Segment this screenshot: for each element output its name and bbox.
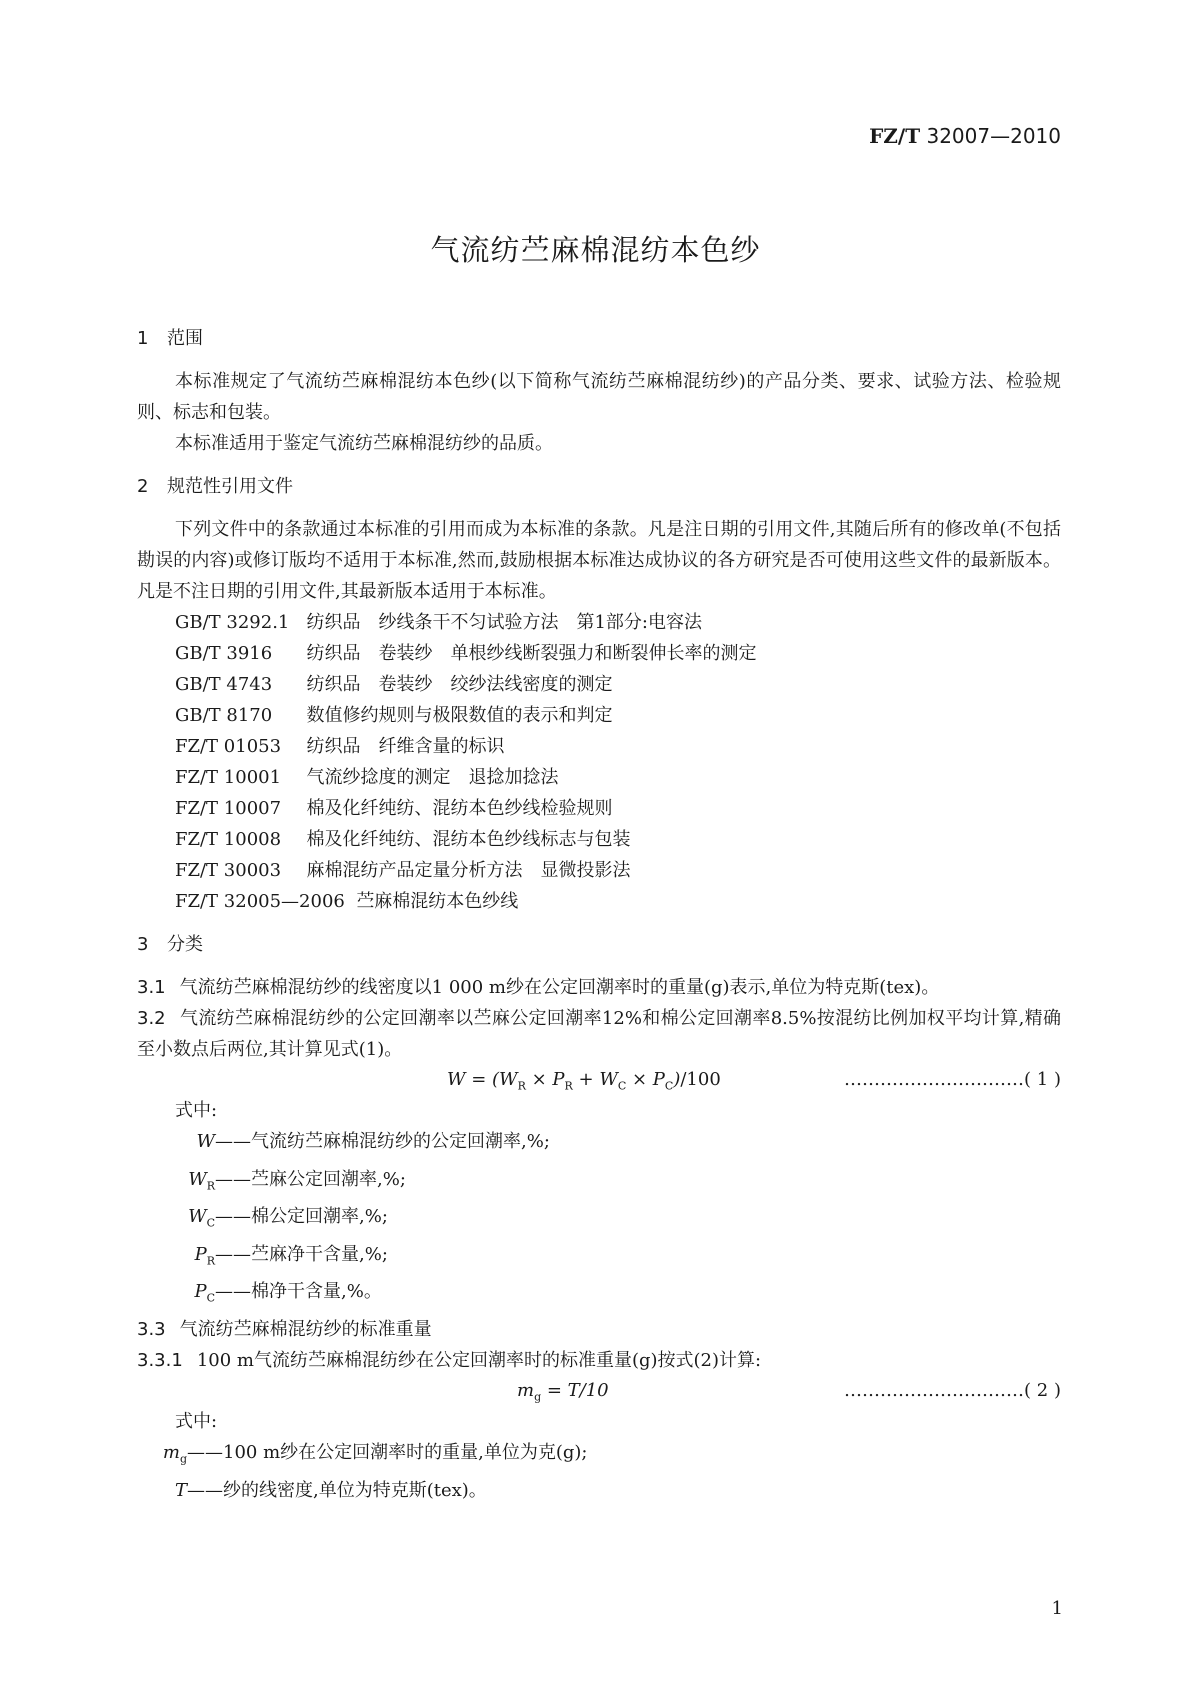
variable-definition: $W_R——$苎麻公定回潮率,%; <box>188 1168 406 1193</box>
reference-item: FZ/T 10007 棉及化纤纯纺、混纺本色纱线检验规则 <box>175 798 613 819</box>
formula-2 <box>137 1376 1061 1406</box>
scope-applicability: 本标准适用于鉴定气流纺苎麻棉混纺纱的品质。 <box>175 433 553 454</box>
variable-definition: $P_C——$棉净干含量,%。 <box>194 1281 382 1305</box>
reference-item: GB/T 8170 数值修约规则与极限数值的表示和判定 <box>175 705 613 726</box>
reference-item: GB/T 3916 纺织品 卷装纱 单根纱线断裂强力和断裂伸长率的测定 <box>175 643 757 664</box>
clause-3-2: 3.2 气流纺苎麻棉混纺纱的公定回潮率以苎麻公定回潮率12%和棉公定回潮率8.5%按混纺比例加权平均计算,精确至小数点后两位,其计算见式(1)。 <box>137 1008 1061 1060</box>
formula-1 <box>137 1065 1061 1095</box>
reference-item: FZ/T 10008 棉及化纤纯纺、混纺本色纱线标志与包装 <box>175 829 631 850</box>
document-title: 气流纺苎麻棉混纺本色纱 <box>430 233 761 267</box>
variable-list-2 <box>137 1437 1061 1512</box>
variable-definition: W——气流纺苎麻棉混纺纱的公定回潮率,%; <box>196 1131 550 1152</box>
section-1-heading <box>137 323 1061 354</box>
document-body <box>137 323 1061 1512</box>
section-3-heading <box>137 929 1061 960</box>
section-number: 2 <box>137 476 149 497</box>
formula-2-expression: $m_g = T/10$ <box>517 1379 609 1404</box>
section-number: 3 <box>137 934 149 955</box>
clause-3-3-1: 3.3.1 100 m气流纺苎麻棉混纺纱在公定回潮率时的标准重量(g)按式(2)计算: <box>137 1349 762 1371</box>
section-title: 规范性引用文件 <box>167 476 293 497</box>
where-label: 式中: <box>175 1100 218 1121</box>
variable-definition: T——纱的线密度,单位为特克斯(tex)。 <box>174 1479 487 1501</box>
reference-item: GB/T 3292.1 纺织品 纱线条干不匀试验方法 第1部分:电容法 <box>175 612 702 633</box>
formula-1-expression: $W = (W_R \times P_R + W_C \times P_C)/100$ <box>447 1069 721 1093</box>
reference-item: FZ/T 10001 气流纱捻度的测定 退捻加捻法 <box>175 767 559 788</box>
reference-list <box>137 607 1061 917</box>
reference-item: FZ/T 30003 麻棉混纺产品定量分析方法 显微投影法 <box>175 860 631 881</box>
section-title: 范围 <box>167 328 203 349</box>
clause-3-1: 3.1 气流纺苎麻棉混纺纱的线密度以1 000 m纱在公定回潮率时的重量(g)表示,单位为特克斯(tex)。 <box>137 977 940 998</box>
clause-3-3: 3.3 气流纺苎麻棉混纺纱的标准重量 <box>137 1318 432 1340</box>
reference-item: GB/T 4743 纺织品 卷装纱 绞纱法线密度的测定 <box>175 674 613 695</box>
references-intro: 下列文件中的条款通过本标准的引用而成为本标准的条款。凡是注日期的引用文件,其随后所有的修改单(不包括勘误的内容)或修订版均不适用于本标准,然而,鼓励根据本标准达成协议的各方研究是否可使用这些文件的最新版本。凡是不注日期的引用文件,其最新版本适用于本标准。 <box>137 519 1061 602</box>
standard-code-prefix: FZ/T <box>869 124 921 148</box>
scope-paragraph: 本标准规定了气流纺苎麻棉混纺本色纱(以下简称气流纺苎麻棉混纺纱)的产品分类、要求、试验方法、检验规则、标志和包装。 <box>137 371 1061 423</box>
section-title: 分类 <box>167 934 203 955</box>
variable-definition: $P_R——$苎麻净干含量,%; <box>194 1243 388 1268</box>
formula-1-number: …………………………( 1 ) <box>844 1069 1061 1090</box>
standard-code-number: 32007—2010 <box>926 124 1061 148</box>
section-2-heading <box>137 471 1061 502</box>
section-number: 1 <box>137 328 149 349</box>
variable-definition: $m_g——100$ m纱在公定回潮率时的重量,单位为克(g); <box>162 1441 588 1466</box>
variable-definition: $W_C——$棉公定回潮率,%; <box>188 1206 388 1230</box>
formula-2-number: …………………………( 2 ) <box>844 1379 1061 1401</box>
standard-code <box>869 124 1061 148</box>
page-number: 1 <box>1051 1598 1063 1619</box>
reference-item: FZ/T 32005—2006 苎麻棉混纺本色纱线 <box>175 891 519 912</box>
variable-list-1 <box>137 1126 1061 1314</box>
reference-item: FZ/T 01053 纺织品 纤维含量的标识 <box>175 736 505 757</box>
where-label: 式中: <box>175 1410 218 1432</box>
